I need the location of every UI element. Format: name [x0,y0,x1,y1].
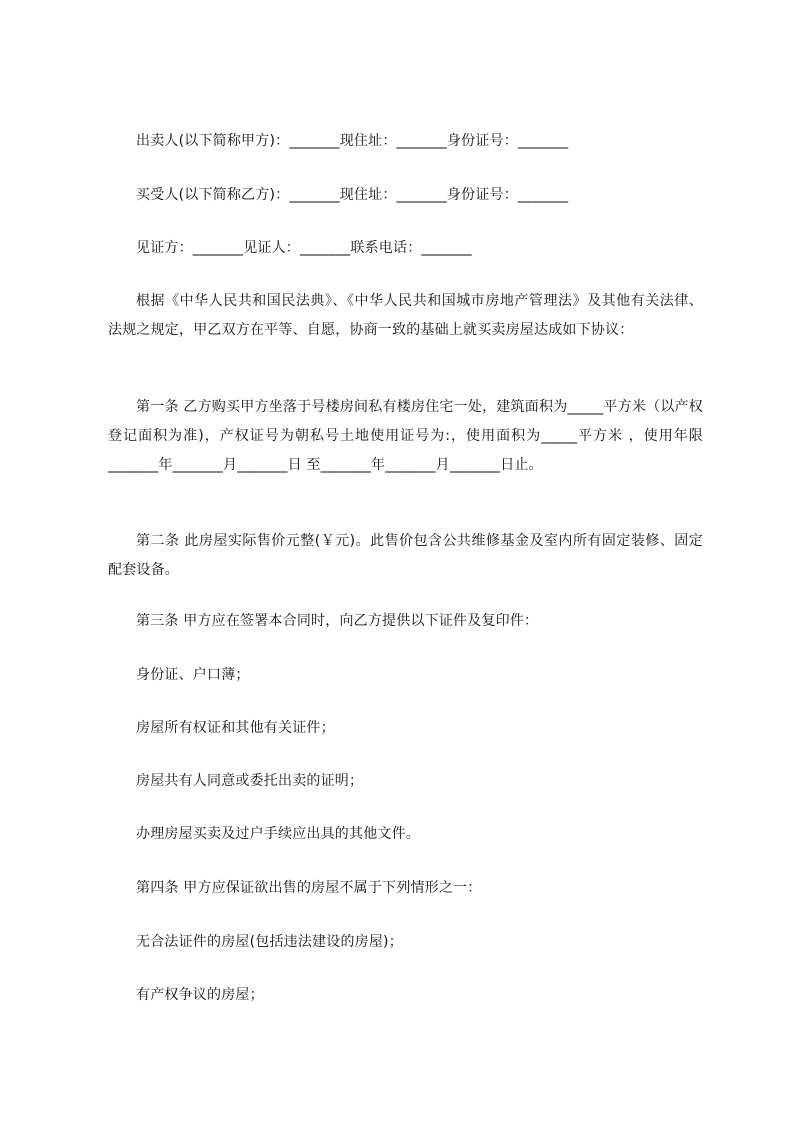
seller-info-line: 出卖人(以下简称甲方)：_______现住址：_______身份证号：_______ [136,133,569,149]
article-3-item-2: 房屋所有权证和其他有关证件； [136,720,335,736]
article-4-item-1: 无合法证件的房屋(包括违法建设的房屋)； [136,934,403,950]
article-3-title: 第三条 甲方应在签署本合同时，向乙方提供以下证件及复印件： [136,613,539,629]
article-2-paragraph: 第二条 此房屋实际售价元整(￥元)。此售价包含公共维修基金及室内所有固定装修、固定配套设备。 [108,533,703,578]
article-3-item-3: 房屋共有人同意或委托出卖的证明； [136,773,364,789]
witness-info-line: 见证方：_______见证人：_______联系电话：_______ [136,240,472,256]
article-3-item-1: 身份证、户口薄； [136,667,250,683]
article-3-item-4: 办理房屋买卖及过户手续应出具的其他文件。 [136,826,420,842]
article-4-title: 第四条 甲方应保证欲出售的房屋不属于下列情形之一： [136,880,482,896]
buyer-info-line: 买受人(以下简称乙方)：_______现住址：_______身份证号：_______ [136,187,569,203]
preamble-paragraph: 根据《中华人民共和国民法典》、《中华人民共和国城市房地产管理法》及其他有关法律、法规之规定，甲乙双方在平等、自愿，协商一致的基础上就买卖房屋达成如下协议： [108,293,703,338]
article-4-item-2: 有产权争议的房屋； [136,987,264,1003]
article-1-paragraph: 第一条 乙方购买甲方坐落于号楼房间私有楼房住宅一处，建筑面积为_____平方米（以产权登记面积为准)，产权证号为朝私号土地使用证号为:，使用面积为_____平方米 ，使用年限_______年_______月_______日 至_______年_______月_______日止。 [108,399,703,473]
